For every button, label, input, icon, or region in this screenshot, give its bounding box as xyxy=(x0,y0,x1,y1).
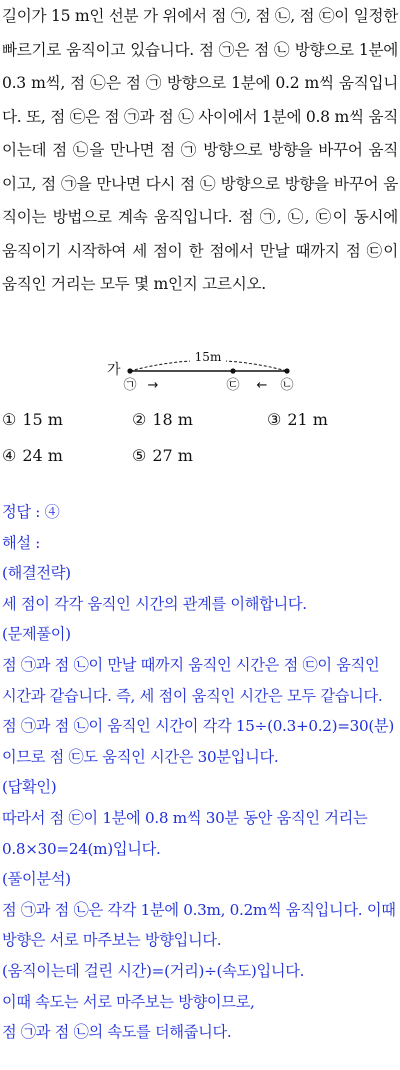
solve-header: (문제풀이) xyxy=(2,625,71,644)
point-a-label: ㉠ xyxy=(123,378,137,393)
point-b-label: ㉡ xyxy=(280,378,294,393)
explanation-label: 해설 : xyxy=(2,533,41,552)
arrow-left-icon: ← xyxy=(256,378,268,393)
problem-text: 길이가 15 m인 선분 가 위에서 점 ㉠, 점 ㉡, 점 ㉢이 일정한 빠르기로 움직이고 있습니다. 점 ㉠은 점 ㉡ 방향으로 1분에 0.3 m씩, 점 ㉡은 점 ㉠ 방향으로 1분에 0.2 m씩 움직입니다. 또, 점 ㉢은 점 ㉠과 점 ㉡ 사이에서 1분에 0.8 m씩 움직이는데 점 ㉡을 만나면 점 ㉠ 방향으로 방향을 바꾸어 움직이고, 점 ㉠을 만나면 다시 점 ㉡ 방향으로 방향을 바꾸어 움직이는 방법으로 계속 움직입니다. 점 ㉠, ㉡, ㉢이 동시에 움직이기 시작하여 세 점이 한 점에서 만날 때까지 점 ㉢이 움직인 거리는 모두 몇 m인지 고르시오. xyxy=(2,7,398,293)
choice-1[interactable] xyxy=(2,410,63,429)
point-c-label: ㉢ xyxy=(226,378,240,393)
choice-5[interactable] xyxy=(132,446,193,465)
segment-figure xyxy=(100,344,300,394)
choice-4[interactable] xyxy=(2,446,63,465)
answer-choices xyxy=(2,404,398,476)
segment-label: 가 xyxy=(107,362,121,378)
strategy-header: (해결전략) xyxy=(2,564,71,583)
choice-row xyxy=(2,440,398,476)
choice-number: ② xyxy=(132,410,147,429)
choice-text: 15 m xyxy=(22,410,63,429)
arrow-right-icon: → xyxy=(147,378,159,393)
strategy-text: 세 점이 각각 움직인 시간의 관계를 이해합니다. xyxy=(2,594,307,613)
choice-text: 24 m xyxy=(22,446,63,465)
choice-text: 21 m xyxy=(287,410,328,429)
choice-2[interactable] xyxy=(132,410,193,429)
check-header: (답확인) xyxy=(2,778,57,797)
solution xyxy=(2,497,398,1048)
choice-number: ④ xyxy=(2,446,17,465)
analysis-text-1: 점 ㉠과 점 ㉡은 각각 1분에 0.3m, 0.2m씩 움직입니다. 이때 방향은 서로 마주보는 방향입니다. xyxy=(2,900,396,950)
choice-number: ① xyxy=(2,410,17,429)
analysis-text-4: 점 ㉠과 점 ㉡의 속도를 더해줍니다. xyxy=(2,1023,232,1042)
choice-text: 27 m xyxy=(152,446,193,465)
choice-row xyxy=(2,404,398,440)
check-text: 따라서 점 ㉢이 1분에 0.8 m씩 30분 동안 움직인 거리는 0.8×30=24(m)입니다. xyxy=(2,808,368,858)
choice-number: ③ xyxy=(267,410,282,429)
choice-number: ⑤ xyxy=(132,446,147,465)
solve-text: 점 ㉠과 점 ㉡이 만날 때까지 움직인 시간은 점 ㉢이 움직인 시간과 같습니다. 즉, 세 점이 움직인 시간은 모두 같습니다. 점 ㉠과 점 ㉡이 움직인 시간이 각각 15÷(0.3+0.2)=30(분)이므로 점 ㉢도 움직인 시간은 30분입니다. xyxy=(2,655,395,766)
point-c-dot xyxy=(230,368,235,373)
point-a-dot xyxy=(127,368,132,373)
length-label: 15m xyxy=(194,350,222,364)
analysis-text-2: (움직이는데 걸린 시간)=(거리)÷(속도)입니다. xyxy=(2,961,305,980)
answer-line: 정답 : ④ xyxy=(2,503,60,521)
point-b-dot xyxy=(284,368,289,373)
choice-3[interactable] xyxy=(267,410,328,429)
analysis-header: (풀이분석) xyxy=(2,870,71,889)
choice-text: 18 m xyxy=(152,410,193,429)
analysis-text-3: 이때 속도는 서로 마주보는 방향이므로, xyxy=(2,992,255,1011)
